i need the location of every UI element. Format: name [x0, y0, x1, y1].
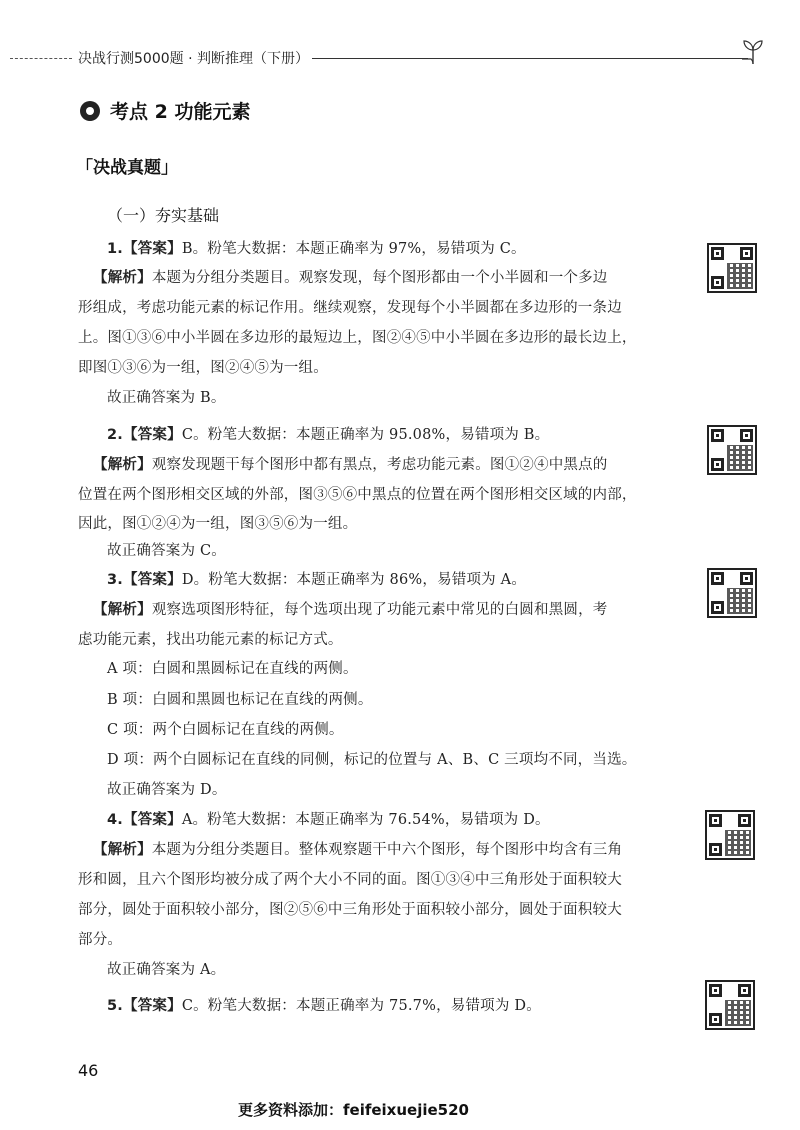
q1-answer: [107, 237, 526, 258]
q2-analysis-line: 因此，图①②④为一组，图③⑤⑥为一组。: [78, 516, 358, 532]
q4-answer: [107, 808, 550, 829]
q3-answer: [107, 568, 526, 589]
q4-analysis-line: 部分。: [78, 932, 123, 948]
answer-label: 2.【答案】: [107, 427, 182, 443]
footer-note: 更多资料添加：feifeixuejie520: [238, 1101, 469, 1119]
analysis-label: 【解析】: [93, 842, 152, 858]
q4-analysis-line: 部分，圆处于面积较小部分，图②⑤⑥中三角形处于面积较小部分，圆处于面积较大: [78, 902, 622, 918]
q3-option: A 项：白圆和黑圆标记在直线的两侧。: [107, 661, 358, 677]
q3-option: C 项：两个白圆标记在直线的两侧。: [107, 722, 344, 738]
qr-code-icon[interactable]: [707, 425, 757, 475]
q3-option: D 项：两个白圆标记在直线的同侧，标记的位置与 A、B、C 三项均不同，当选。: [107, 752, 637, 768]
q4-analysis-line: 【解析】本题为分组分类题目。整体观察题干中六个图形，每个图形中均含有三角: [93, 842, 623, 858]
q5-answer: [107, 994, 541, 1015]
answer-label: 1.【答案】: [107, 241, 182, 257]
q2-analysis-line: 位置在两个图形相交区域的外部，图③⑤⑥中黑点的位置在两个图形相交区域的内部，: [78, 487, 637, 503]
q1-analysis-line: 形组成，考虑功能元素的标记作用。继续观察，发现每个小半圆都在多边形的一条边: [78, 300, 622, 316]
q4-conclusion: 故正确答案为 A。: [107, 962, 226, 978]
answer-text: C。粉笔大数据：本题正确率为 75.7%，易错项为 D。: [181, 998, 541, 1014]
analysis-label: 【解析】: [93, 602, 152, 618]
answer-text: B。粉笔大数据：本题正确率为 97%，易错项为 C。: [181, 241, 526, 257]
qr-code-icon[interactable]: [707, 568, 757, 618]
subsection-title: （一）夯实基础: [107, 206, 220, 225]
analysis-label: 【解析】: [93, 457, 152, 473]
answer-text: C。粉笔大数据：本题正确率为 95.08%，易错项为 B。: [181, 427, 550, 443]
q1-analysis-line: 即图①③⑥为一组，图②④⑤为一组。: [78, 360, 328, 376]
sprout-icon: [740, 38, 766, 66]
qr-code-icon[interactable]: [705, 980, 755, 1030]
q2-conclusion: 故正确答案为 C。: [107, 543, 227, 559]
section-bullet-icon: [80, 101, 100, 121]
header-dash: [10, 58, 72, 59]
answer-text: D。粉笔大数据：本题正确率为 86%，易错项为 A。: [181, 572, 527, 588]
q1-analysis-line: 上。图①③⑥中小半圆在多边形的最短边上，图②④⑤中小半圆在多边形的最长边上，: [78, 330, 637, 346]
q1-analysis-line: 【解析】本题为分组分类题目。观察发现，每个图形都由一个小半圆和一个多边: [93, 270, 608, 286]
q4-analysis-line: 形和圆，且六个图形均被分成了两个大小不同的面。图①③④中三角形处于面积较大: [78, 872, 622, 888]
q2-analysis-line: 【解析】观察发现题干每个图形中都有黑点，考虑功能元素。图①②④中黑点的: [93, 457, 608, 473]
q3-option: B 项：白圆和黑圆也标记在直线的两侧。: [107, 692, 373, 708]
answer-text: A。粉笔大数据：本题正确率为 76.54%，易错项为 D。: [181, 812, 550, 828]
header-rule: [312, 58, 748, 59]
answer-label: 5.【答案】: [107, 998, 182, 1014]
header-title: 决战行测5000题 · 判断推理（下册）: [78, 51, 309, 67]
analysis-label: 【解析】: [93, 270, 152, 286]
q3-analysis-line: 虑功能元素，找出功能元素的标记方式。: [78, 632, 343, 648]
answer-label: 3.【答案】: [107, 572, 182, 588]
answer-label: 4.【答案】: [107, 812, 182, 828]
section-subtitle: 「决战真题」: [76, 158, 178, 178]
qr-code-icon[interactable]: [705, 810, 755, 860]
section-title: 考点 2 功能元素: [110, 101, 251, 123]
q3-analysis-line: 【解析】观察选项图形特征，每个选项出现了功能元素中常见的白圆和黑圆，考: [93, 602, 608, 618]
q3-conclusion: 故正确答案为 D。: [107, 782, 227, 798]
page-number: 46: [78, 1061, 99, 1080]
q1-conclusion: 故正确答案为 B。: [107, 390, 226, 406]
qr-code-icon[interactable]: [707, 243, 757, 293]
running-header: [0, 44, 800, 74]
q2-answer: [107, 423, 549, 444]
